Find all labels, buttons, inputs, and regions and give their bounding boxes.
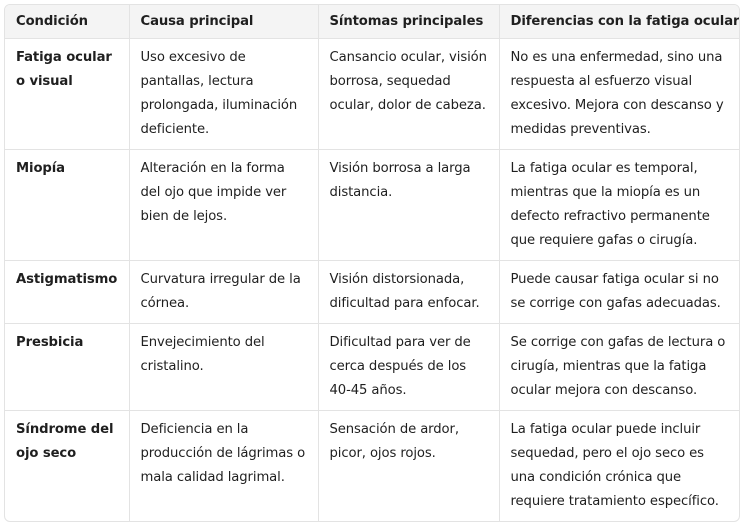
comparison-table-container bbox=[4, 4, 740, 522]
cell-cause: Curvatura irregular de la córnea. bbox=[129, 261, 318, 324]
cell-condition: Fatiga ocular o visual bbox=[5, 39, 129, 150]
cell-symptoms: Visión borrosa a larga distancia. bbox=[318, 150, 499, 261]
header-differences: Diferencias con la fatiga ocular bbox=[499, 5, 739, 39]
cell-differences: Se corrige con gafas de lectura o cirugía, mientras que la fatiga ocular mejora con descanso. bbox=[499, 324, 739, 411]
header-condition: Condición bbox=[5, 5, 129, 39]
cell-differences: Puede causar fatiga ocular si no se corrige con gafas adecuadas. bbox=[499, 261, 739, 324]
cell-symptoms: Dificultad para ver de cerca después de los 40-45 años. bbox=[318, 324, 499, 411]
cell-condition: Síndrome del ojo seco bbox=[5, 411, 129, 522]
table-row bbox=[5, 39, 739, 150]
cell-cause: Alteración en la forma del ojo que impide ver bien de lejos. bbox=[129, 150, 318, 261]
cell-differences: No es una enfermedad, sino una respuesta al esfuerzo visual excesivo. Mejora con descanso y medidas preventivas. bbox=[499, 39, 739, 150]
cell-condition: Miopía bbox=[5, 150, 129, 261]
table-row bbox=[5, 324, 739, 411]
table-header bbox=[5, 5, 739, 39]
cell-differences: La fatiga ocular es temporal, mientras que la miopía es un defecto refractivo permanente que requiere gafas o cirugía. bbox=[499, 150, 739, 261]
cell-symptoms: Sensación de ardor, picor, ojos rojos. bbox=[318, 411, 499, 522]
table-row bbox=[5, 411, 739, 522]
header-symptoms: Síntomas principales bbox=[318, 5, 499, 39]
header-cause: Causa principal bbox=[129, 5, 318, 39]
cell-cause: Deficiencia en la producción de lágrimas o mala calidad lagrimal. bbox=[129, 411, 318, 522]
cell-condition: Presbicia bbox=[5, 324, 129, 411]
cell-differences: La fatiga ocular puede incluir sequedad, pero el ojo seco es una condición crónica que requiere tratamiento específico. bbox=[510, 422, 719, 509]
comparison-table bbox=[5, 5, 739, 521]
table-body bbox=[5, 39, 739, 522]
table-row bbox=[5, 261, 739, 324]
header-row bbox=[5, 5, 739, 39]
table-row bbox=[5, 150, 739, 261]
cell-cause: Uso excesivo de pantallas, lectura prolongada, iluminación deficiente. bbox=[129, 39, 318, 150]
cell-cause: Envejecimiento del cristalino. bbox=[129, 324, 318, 411]
cell-condition: Astigmatismo bbox=[5, 261, 129, 324]
cell-symptoms: Visión distorsionada, dificultad para enfocar. bbox=[318, 261, 499, 324]
cell-symptoms: Cansancio ocular, visión borrosa, sequedad ocular, dolor de cabeza. bbox=[318, 39, 499, 150]
